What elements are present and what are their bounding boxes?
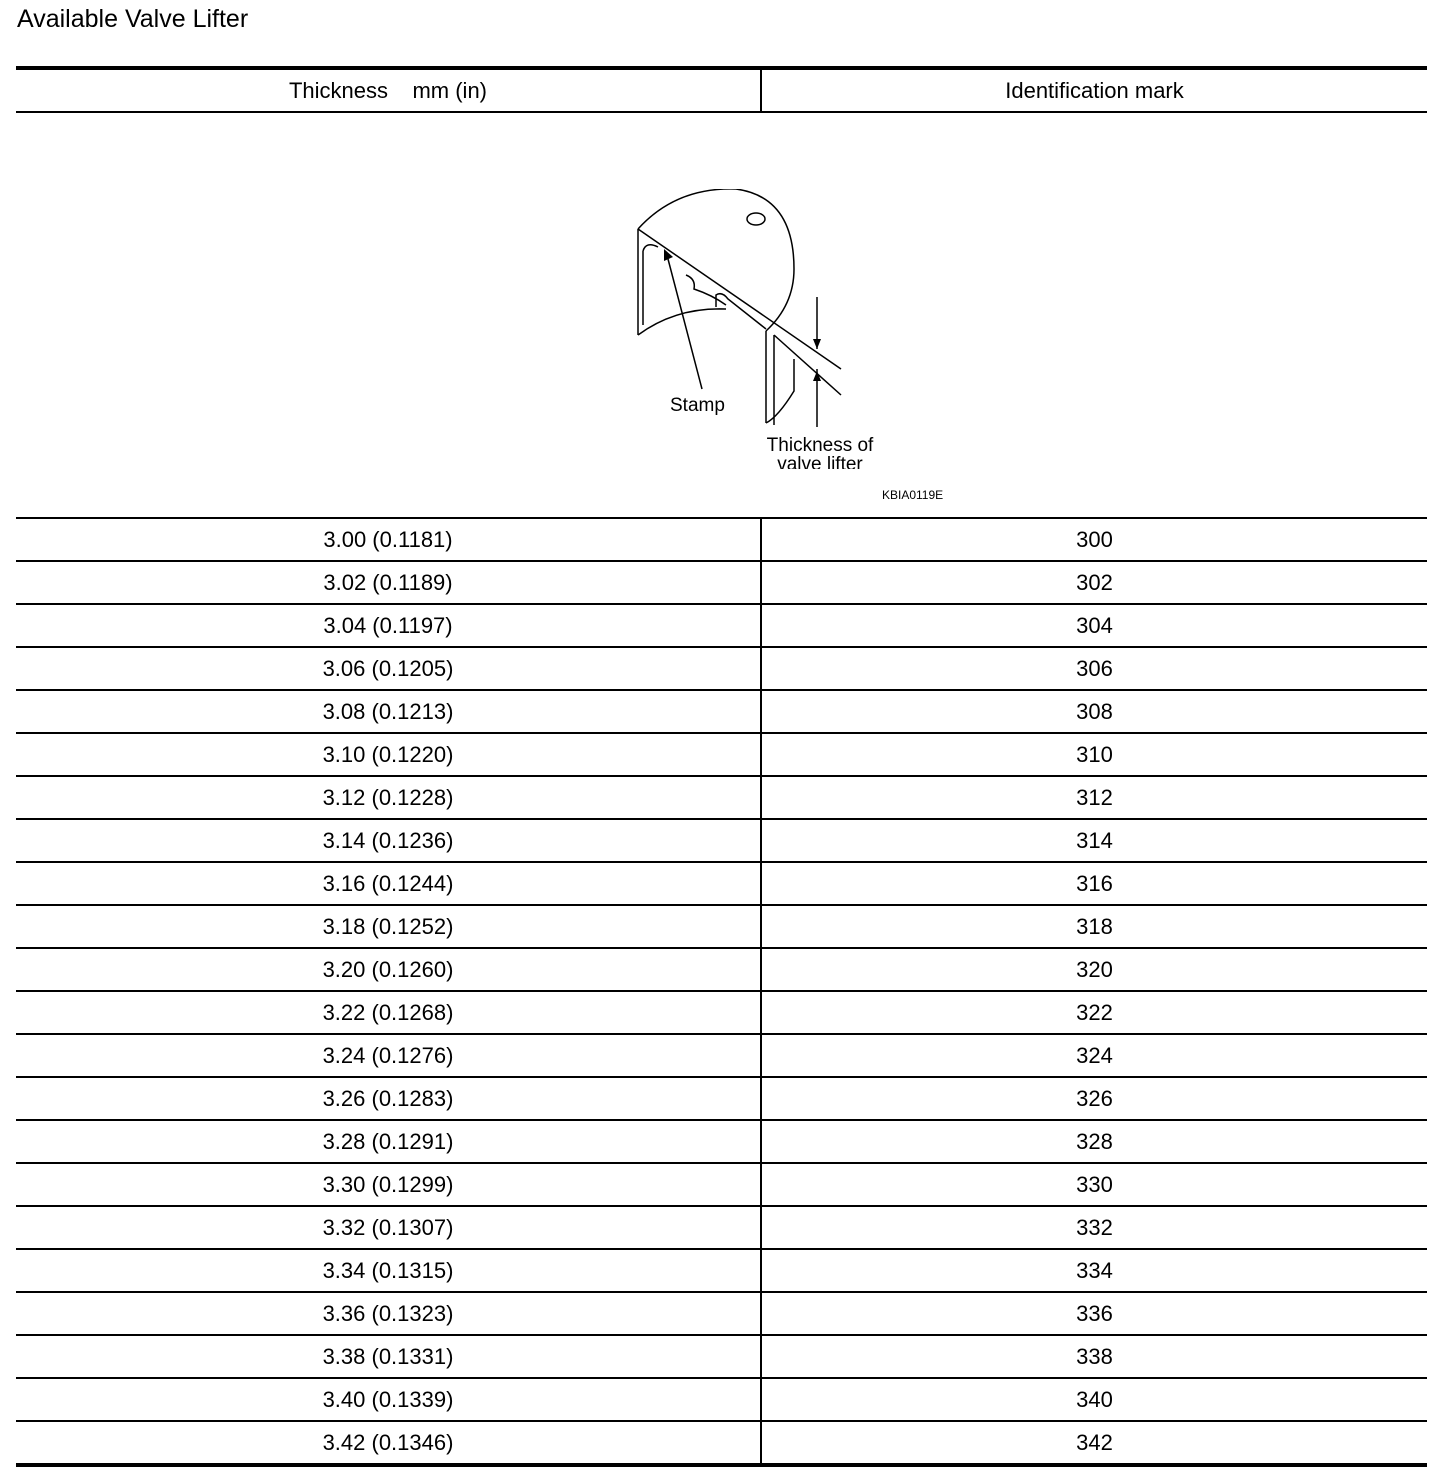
identification-mark-cell: 338	[761, 1335, 1427, 1378]
identification-mark-cell: 300	[761, 518, 1427, 561]
table-row	[16, 647, 1427, 690]
thickness-cell: 3.10 (0.1220)	[16, 733, 761, 776]
identification-mark-cell: 306	[761, 647, 1427, 690]
thickness-cell: 3.06 (0.1205)	[16, 647, 761, 690]
identification-mark-cell: 308	[761, 690, 1427, 733]
table-row	[16, 1249, 1427, 1292]
identification-mark-cell: 320	[761, 948, 1427, 991]
thickness-cell: 3.28 (0.1291)	[16, 1120, 761, 1163]
table-row	[16, 733, 1427, 776]
thickness-cell: 3.00 (0.1181)	[16, 518, 761, 561]
identification-mark-cell: 312	[761, 776, 1427, 819]
stamp-label: Stamp	[670, 395, 725, 416]
identification-mark-cell: 328	[761, 1120, 1427, 1163]
identification-mark-cell: 326	[761, 1077, 1427, 1120]
header-identification-mark: Identification mark	[761, 68, 1427, 112]
thickness-cell: 3.24 (0.1276)	[16, 1034, 761, 1077]
table-row	[16, 776, 1427, 819]
thickness-cell: 3.42 (0.1346)	[16, 1421, 761, 1465]
table-row	[16, 1292, 1427, 1335]
identification-mark-cell: 334	[761, 1249, 1427, 1292]
thickness-cell: 3.30 (0.1299)	[16, 1163, 761, 1206]
table-row	[16, 1206, 1427, 1249]
table-row	[16, 1421, 1427, 1465]
thickness-cell: 3.08 (0.1213)	[16, 690, 761, 733]
table-row	[16, 1120, 1427, 1163]
thickness-cell: 3.04 (0.1197)	[16, 604, 761, 647]
thickness-cell: 3.22 (0.1268)	[16, 991, 761, 1034]
thickness-cell: 3.16 (0.1244)	[16, 862, 761, 905]
thickness-cell: 3.32 (0.1307)	[16, 1206, 761, 1249]
thickness-label-line2: valve lifter	[777, 454, 863, 469]
thickness-cell: 3.40 (0.1339)	[16, 1378, 761, 1421]
page-title: Available Valve Lifter	[17, 5, 249, 33]
identification-mark-cell: 332	[761, 1206, 1427, 1249]
figure-cell	[16, 112, 1427, 518]
identification-mark-cell: 310	[761, 733, 1427, 776]
thickness-cell: 3.36 (0.1323)	[16, 1292, 761, 1335]
valve-lifter-table	[16, 66, 1427, 1467]
thickness-cell: 3.26 (0.1283)	[16, 1077, 761, 1120]
identification-mark-cell: 318	[761, 905, 1427, 948]
identification-mark-cell: 322	[761, 991, 1427, 1034]
identification-mark-cell: 314	[761, 819, 1427, 862]
table-row	[16, 1163, 1427, 1206]
table-row	[16, 1378, 1427, 1421]
identification-mark-cell: 336	[761, 1292, 1427, 1335]
thickness-cell: 3.02 (0.1189)	[16, 561, 761, 604]
table-row	[16, 604, 1427, 647]
thickness-cell: 3.12 (0.1228)	[16, 776, 761, 819]
identification-mark-cell: 302	[761, 561, 1427, 604]
table-row	[16, 1335, 1427, 1378]
identification-mark-cell: 340	[761, 1378, 1427, 1421]
table-row	[16, 561, 1427, 604]
thickness-cell: 3.34 (0.1315)	[16, 1249, 761, 1292]
table-row	[16, 862, 1427, 905]
table-row	[16, 948, 1427, 991]
header-thickness: Thickness mm (in)	[16, 68, 761, 112]
identification-mark-cell: 316	[761, 862, 1427, 905]
table-row	[16, 1034, 1427, 1077]
table-header-row	[16, 68, 1427, 112]
table-row	[16, 905, 1427, 948]
table-row	[16, 819, 1427, 862]
valve-lifter-illustration	[638, 189, 841, 427]
identification-mark-cell: 304	[761, 604, 1427, 647]
figure-row	[16, 112, 1427, 518]
identification-mark-cell: 330	[761, 1163, 1427, 1206]
table-row	[16, 991, 1427, 1034]
thickness-cell: 3.14 (0.1236)	[16, 819, 761, 862]
identification-mark-cell: 342	[1076, 1429, 1113, 1455]
valve-lifter-figure	[16, 113, 1427, 517]
valve-lifter-diagram	[616, 189, 896, 469]
figure-code: KBIA0119E	[882, 488, 944, 502]
identification-mark-cell: 324	[761, 1034, 1427, 1077]
thickness-cell: 3.38 (0.1331)	[16, 1335, 761, 1378]
thickness-cell: 3.20 (0.1260)	[16, 948, 761, 991]
table-row	[16, 690, 1427, 733]
table-row	[16, 1077, 1427, 1120]
thickness-label-line1: Thickness of	[766, 435, 874, 456]
thickness-cell: 3.18 (0.1252)	[16, 905, 761, 948]
table-row	[16, 518, 1427, 561]
